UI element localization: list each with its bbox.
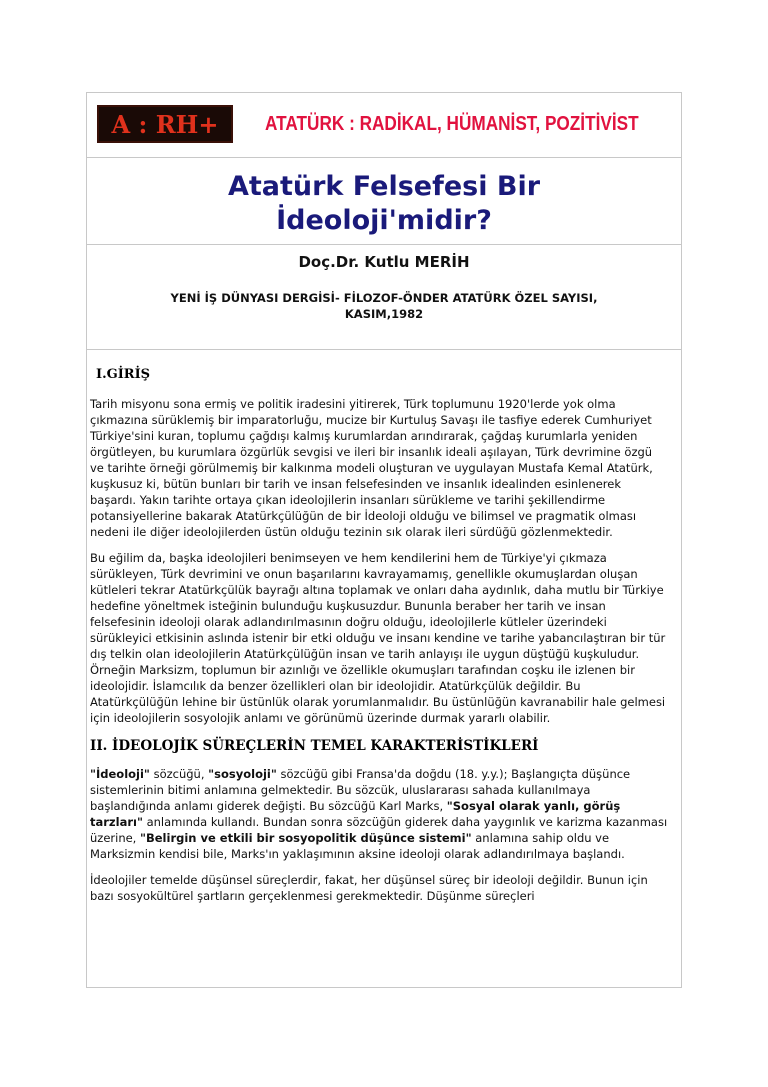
paragraph [90,766,668,862]
bold-term: "sosyoloji" [208,767,277,781]
logo-text: A : RH+ [111,109,219,139]
section-heading-intro: I.GİRİŞ [96,367,151,382]
author-name: Doç.Dr. Kutlu MERİH [298,253,470,271]
bold-term: "Belirgin ve etkili bir sosyopolitik düşünce sistemi" [140,831,472,845]
paragraph: Bu eğilim da, başka ideolojileri benimseyen ve hem kendilerini hem de Türkiye'yi çıkmaza sürükleyen, Türk devrimini ve onun başarılarını kavrayamamış, genellikle okumuşlardan oluşan kütleleri tekrar Atatürkçülük bayrağı altına toplamak ve onları daha aydınlık, daha mutlu bir Türkiye hedefine yöneltmek isteğinin bulunduğu kuşkusuzdur. Bununla beraber her tarih ve insan felsefesinin ideoloji olarak adlandırılmasının doğru olduğu, ideolojilerle kütleler üzerindeki sürükleyici etkisinin aslında istenir bir etki olduğu ve insanı kendine ve tarihe yabancılaştıran bir tür dış telkin olan ideolojilerin Atatürkçülüğün insan ve tarih anlayışı ile uygun düştüğü kuşkuludur. Örneğin Marksizm, toplumun bir azınlığı ve özellikle okumuşları tarafından coşku ile izlenen bir ideolojidir. İslamcılık da benzer özellikleri olan bir ideolojidir. Atatürkçülük değildir. Bu Atatürkçülüğün lehine bir üstünlük olarak yorumlanmalıdır. Bu üstünlüğün kavranabilir hale gelmesi için ideolojilerin sosyolojik anlamı ve görünümü üzerinde durmak yararlı olabilir. [90,551,666,725]
document-frame [86,92,682,988]
title-line-1: Atatürk Felsefesi Bir [227,171,541,202]
text-run: anlamına sahip oldu ve Marksizmin kendisi bile, Marks'ın yaklaşımının aksine ideoloji olarak adlandırılmaya başlandı. [90,831,625,861]
title-line-2: İdeoloji'midir? [276,205,492,236]
text-run: sözcüğü gibi Fransa'da doğdu (18. y.y.); Başlangıçta düşünce sistemlerinin bitimi anlamına gelmektedir. Bu sözcük, uluslararası sahada kullanılmaya başlandığında anlamı giderek değişti. Bu sözcüğü Karl Marks, [90,767,631,813]
paragraph: İdeolojiler temelde düşünsel süreçlerdir, fakat, her düşünsel süreç bir ideoloji değildir. Bunun için bazı sosyokültürel şartların gerçeklenmesi gerekmektedir. Düşünme süreçleri [90,873,648,903]
text-run: anlamında kullandı. Bundan sonra sözcüğün giderek daha yaygınlık ve karizma kazanması üzerine, [90,815,668,845]
title-row [87,158,681,245]
source-line-1: YENİ İŞ DÜNYASI DERGİSİ- FİLOZOF-ÖNDER ATATÜRK ÖZEL SAYISI, [170,291,598,305]
section-heading-ideology: II. İDEOLOJİK SÜREÇLERİN TEMEL KARAKTERİSTİKLERİ [90,738,539,754]
source-line-2: KASIM,1982 [344,307,424,321]
header-row [87,93,681,158]
publication-source [117,290,651,322]
article-title [87,170,681,238]
meta-row [87,245,681,350]
bold-term: "Sosyal olarak yanlı, görüş tarzları" [90,799,621,829]
site-title: ATATÜRK : RADİKAL, HÜMANİST, POZİTİVİST [265,113,639,135]
bold-term: "İdeoloji" [90,767,150,781]
paragraph: Tarih misyonu sona ermiş ve politik iradesini yitirerek, Türk toplumunu 1920'lerde yok olma çıkmazına sürüklemiş bir imparatorluğu, mucize bir Kurtuluş Savaşı ile tasfiye ederek Cumhuriyet Türkiye'sini kuran, toplumu çağdışı kalmış kurumlardan arındırarak, çağdaş kurumlarla yeniden örgütleyen, bu kurumlara özgürlük sevgisi ve ileri bir insanlık ideali aşılayan, Türk devrimine özgü ve tarihte örneği görülmemiş bir kalkınma modeli oluşturan ve uygulayan Mustafa Kemal Atatürk, kuşkusuz ki, bütün bunları bir tarih ve insan felsefesinden ve insanlık idealinden esinlenerek başardı. Yakın tarihte ortaya çıkan ideolojilerin insanları sürükleme ve tarihi şekillendirme potansiyellerine bakarak Atatürkçülüğün de bir İdeoloji olduğu ve bilimsel ve pragmatik olması nedeni ile diğer ideolojilerden üstün olduğu tezinin sık olarak ileri sürdüğü gözlenmektedir. [90,397,653,539]
article-body [90,367,668,904]
site-logo [97,105,233,143]
text-run: sözcüğü, [149,767,209,781]
